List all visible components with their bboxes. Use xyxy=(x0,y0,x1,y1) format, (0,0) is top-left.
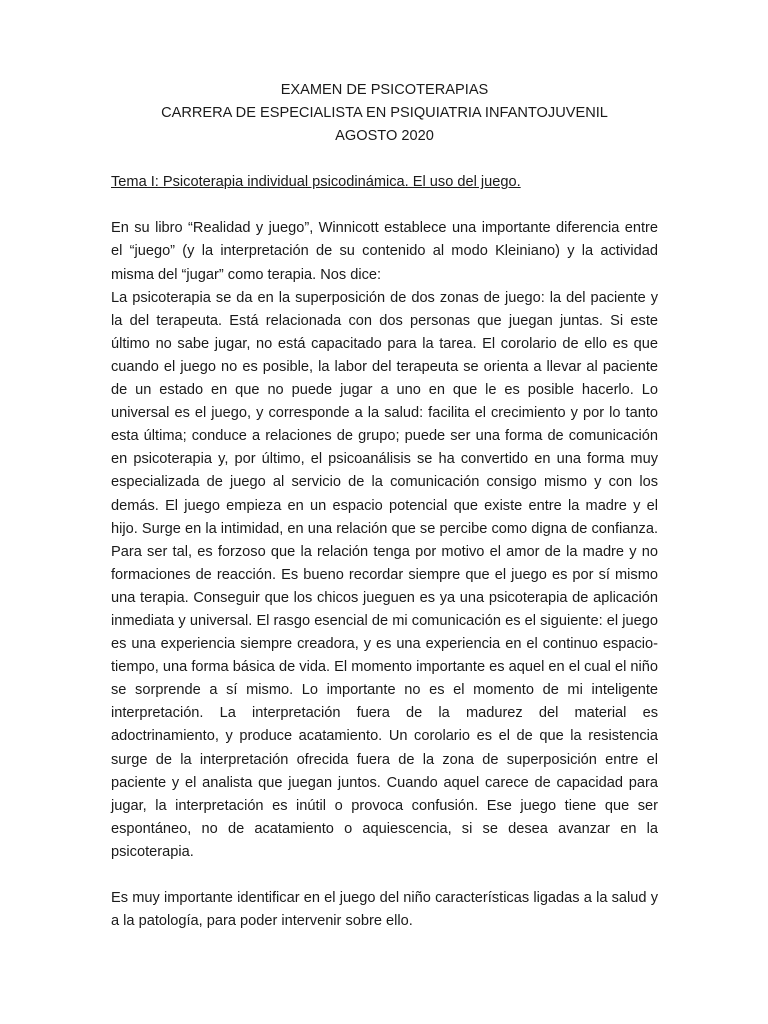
document-heading xyxy=(111,79,658,148)
heading-date: AGOSTO 2020 xyxy=(335,128,434,145)
document-page xyxy=(111,79,658,933)
topic-title: Tema I: Psicoterapia individual psicodinámica. El uso del juego. xyxy=(111,174,521,191)
intro-paragraph: En su libro “Realidad y juego”, Winnicott establece una importante diferencia entre el “juego” (y la interpretación de su contenido al modo Kleiniano) y la actividad misma del “jugar” como terapia. Nos dice: xyxy=(111,220,658,283)
quote-paragraph: La psicoterapia se da en la superposición de dos zonas de juego: la del paciente y la del terapeuta. Está relacionada con dos personas que juegan juntas. Si este último no sabe jugar, no está capacitado para la tarea. El corolario de ello es que cuando el juego no es posible, la labor del terapeuta se orienta a llevar al paciente de un estado en que no puede jugar a uno en que le es posible hacerlo. Lo universal es el juego, y corresponde a la salud: facilita el crecimiento y por lo tanto esta última; conduce a relaciones de grupo; puede ser una forma de comunicación en psicoterapia y, por último, el psicoanálisis se ha convertido en una forma muy especializada de juego al servicio de la comunicación consigo mismo y con los demás. El juego empieza en un espacio potencial que existe entre la madre y el hijo. Surge en la intimidad, en una relación que se percibe como digna de confianza. Para ser tal, es forzoso que la relación tenga por motivo el amor de la madre y no formaciones de reacción. Es bueno recordar siempre que el juego es por sí mismo una terapia. Conseguir que los chicos jueguen es ya una psicoterapia de aplicación inmediata y universal. El rasgo esencial de mi comunicación es el siguiente: el juego es una experiencia siempre creadora, y es una experiencia en el continuo espacio-tiempo, una forma básica de vida. El momento importante es aquel en el cual el niño se sorprende a sí mismo. Lo importante no es el momento de mi inteligente interpretación. La interpretación fuera de la madurez del material es adoctrinamiento, y produce acatamiento. Un corolario es el de que la resistencia surge de la interpretación ofrecida fuera de la zona de superposición entre el paciente y el analista que juegan juntos. Cuando aquel carece de capacidad para jugar, la interpretación es inútil o provoca confusión. Ese juego tiene que ser espontáneo, no de acatamiento o aquiescencia, si se desea avanzar en la psicoterapia. xyxy=(111,289,658,860)
heading-program: CARRERA DE ESPECIALISTA EN PSIQUIATRIA INFANTOJUVENIL xyxy=(161,105,608,122)
heading-exam-title: EXAMEN DE PSICOTERAPIAS xyxy=(280,82,489,98)
closing-paragraph: Es muy importante identificar en el juego del niño características ligadas a la salud y a la patología, para poder intervenir sobre ello. xyxy=(111,890,658,930)
